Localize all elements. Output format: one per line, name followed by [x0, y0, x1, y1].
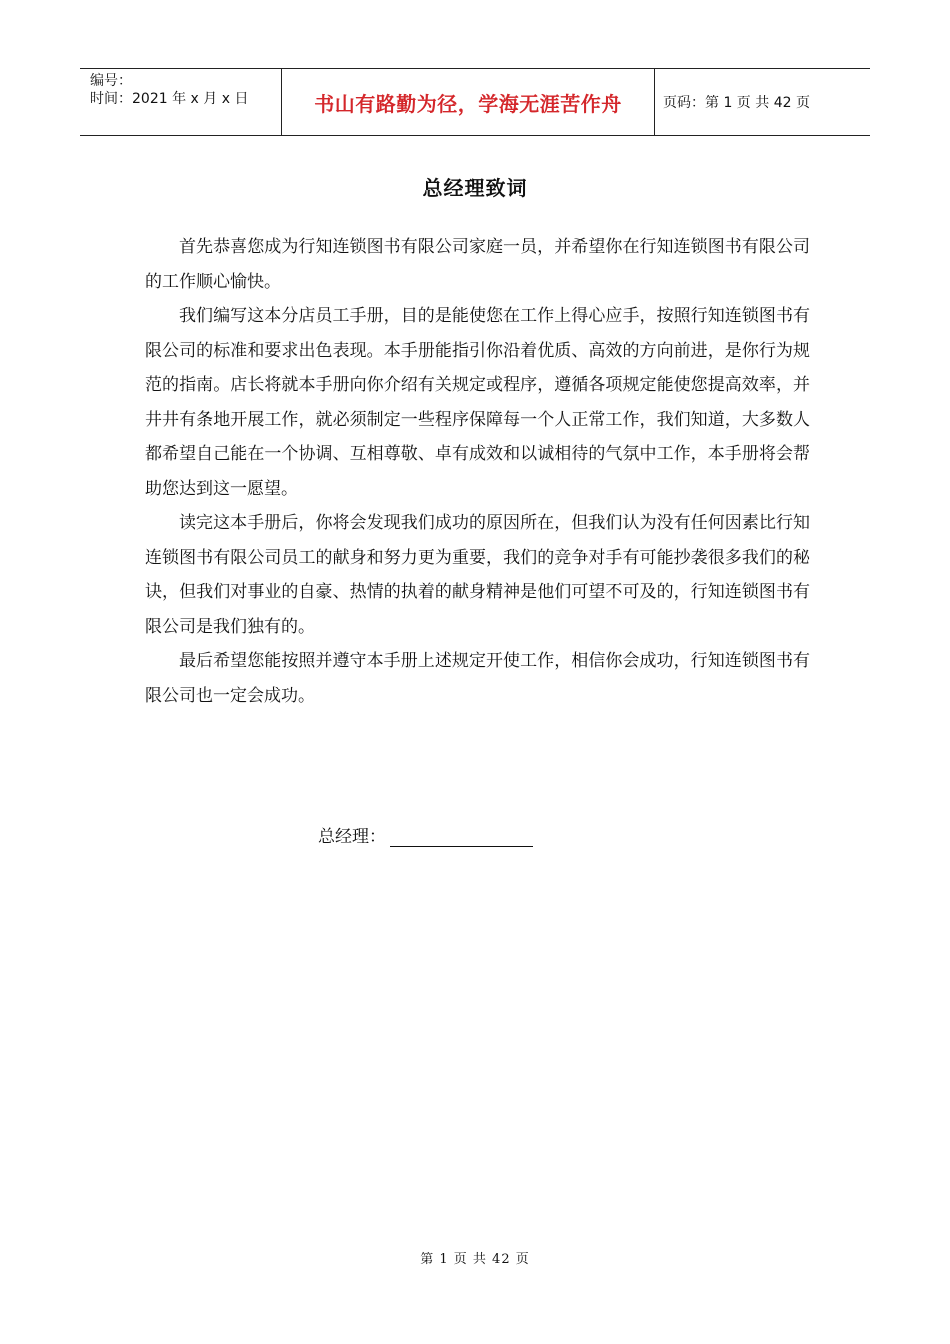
paragraph: 我们编写这本分店员工手册，目的是能使您在工作上得心应手，按照行知连锁图书有限公司的标准和要求出色表现。本手册能指引你沿着优质、高效的方向前进，是你行为规范的指南。店长将就本手册向你介绍有关规定或程序，遵循各项规定能使您提高效率，并井井有条地开展工作，就必须制定一些程序保障每一个人正常工作，我们知道，大多数人都希望自己能在一个协调、互相尊敬、卓有成效和以诚相待的气氛中工作，本手册将会帮助您达到这一愿望。	[145, 306, 810, 499]
page-header	[80, 68, 870, 136]
signature-block	[318, 822, 533, 847]
header-page-info: 页码：第 1 页 共 42 页	[663, 95, 810, 111]
document-date: 时间：2021 年 x 月 x 日	[90, 91, 249, 107]
document-number-label: 编号：	[90, 73, 132, 89]
header-motto: 书山有路勤为径，学海无涯苦作舟	[282, 69, 655, 135]
paragraph: 读完这本手册后，你将会发现我们成功的原因所在，但我们认为没有任何因素比行知连锁图书有限公司员工的献身和努力更为重要，我们的竞争对手有可能抄袭很多我们的秘诀，但我们对事业的自豪、热情的执着的献身精神是他们可望不可及的，行知连锁图书有限公司是我们独有的。	[145, 513, 810, 637]
paragraph: 最后希望您能按照并遵守本手册上述规定开使工作，相信你会成功，行知连锁图书有限公司也一定会成功。	[145, 651, 810, 706]
signature-label: 总经理：	[318, 827, 386, 847]
document-body	[145, 230, 810, 713]
signature-line	[390, 826, 533, 847]
paragraph: 首先恭喜您成为行知连锁图书有限公司家庭一员，并希望你在行知连锁图书有限公司的工作顺心愉快。	[145, 237, 810, 292]
document-title: 总经理致词	[422, 176, 528, 200]
header-meta	[80, 69, 282, 135]
page-footer: 第 1 页 共 42 页	[420, 1252, 530, 1267]
